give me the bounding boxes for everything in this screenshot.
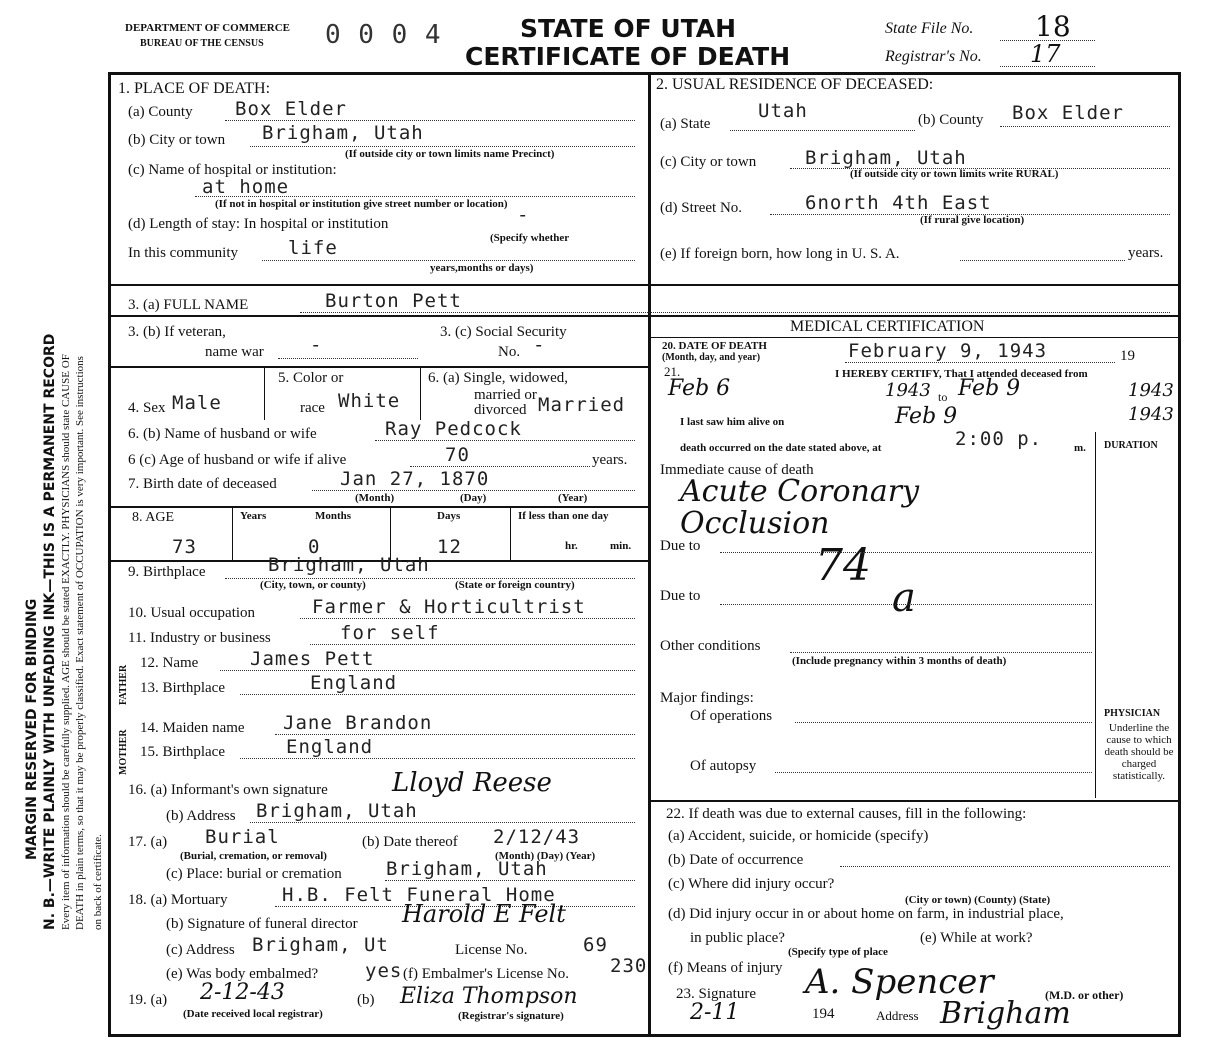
res-county-line <box>1000 126 1170 127</box>
external-f-label: (f) Means of injury <box>668 960 783 976</box>
industry-label: 11. Industry or business <box>128 630 271 646</box>
res-foreign-suffix: years. <box>1128 245 1164 261</box>
informant-address-value[interactable]: Brigham, Utah <box>256 800 418 822</box>
burial-place-line <box>385 880 635 881</box>
certificate-title: CERTIFICATE OF DEATH <box>465 42 791 71</box>
director-signature[interactable]: Harold E Felt <box>402 900 566 928</box>
pod-years-note: years,months or days) <box>430 262 534 274</box>
medical-heading: MEDICAL CERTIFICATION <box>790 318 985 335</box>
received-label: 19. (a) <box>128 992 168 1008</box>
external-c-label: (c) Where did injury occur? <box>668 876 835 892</box>
place-of-death-heading: 1. PLACE OF DEATH: <box>118 80 271 97</box>
mortuary-label: 18. (a) Mortuary <box>128 892 228 908</box>
res-street-value[interactable]: 6north 4th East <box>805 192 992 214</box>
informant-address-line <box>250 822 635 823</box>
age-days-value[interactable]: 12 <box>437 536 462 558</box>
external-e-label: (e) While at work? <box>920 930 1033 946</box>
other-conditions-note: (Include pregnancy within 3 months of death) <box>792 655 1007 667</box>
res-state-line <box>730 130 915 131</box>
frame-middle <box>648 72 651 1034</box>
physician-signature[interactable]: A. Spencer <box>805 962 994 1002</box>
father-name-value[interactable]: James Pett <box>250 648 375 670</box>
signature-label: 23. Signature <box>676 986 756 1002</box>
pod-community-line <box>262 260 635 261</box>
father-side-label: FATHER <box>118 664 129 705</box>
due-to-2-value[interactable]: a <box>892 575 916 621</box>
external-b-label: (b) Date of occurrence <box>668 852 804 868</box>
burial-place-label: (c) Place: burial or cremation <box>166 866 342 882</box>
divider-color <box>420 366 421 420</box>
due-to-1-value[interactable]: 74 <box>815 540 871 591</box>
birth-day-note: (Day) <box>460 492 487 504</box>
war-value[interactable]: - <box>310 334 323 356</box>
attend-to-value[interactable]: Feb 9 <box>958 376 1021 401</box>
state-title: STATE OF UTAH <box>520 14 737 43</box>
industry-value[interactable]: for self <box>340 622 440 644</box>
sex-label: 4. Sex <box>128 400 166 416</box>
res-city-label: (c) City or town <box>660 154 757 170</box>
res-city-value[interactable]: Brigham, Utah <box>805 147 967 169</box>
signature-year: 194 <box>812 1006 835 1022</box>
full-name-line <box>300 312 1170 313</box>
duration-label: DURATION <box>1104 440 1158 451</box>
ss-label: 3. (c) Social Security <box>440 324 567 340</box>
margin-binding: MARGIN RESERVED FOR BINDING <box>24 598 40 860</box>
license-value[interactable]: 69 <box>583 934 608 956</box>
age-years-value[interactable]: 73 <box>172 536 197 558</box>
death-time-m: m. <box>1074 442 1086 454</box>
spouse-age-value[interactable]: 70 <box>445 444 470 466</box>
due-to-2-label: Due to <box>660 588 701 604</box>
burial-date-note: (Month) (Day) (Year) <box>495 850 596 862</box>
res-street-label: (d) Street No. <box>660 200 743 216</box>
pod-county-label: (a) County <box>128 104 193 120</box>
spouse-label: 6. (b) Name of husband or wife <box>128 426 317 442</box>
divider-age-top <box>108 506 648 508</box>
industry-line <box>310 644 635 645</box>
md-label: (M.D. or other) <box>1045 988 1124 1002</box>
pod-city-label: (b) City or town <box>128 132 226 148</box>
father-name-line <box>220 670 635 671</box>
father-name-label: 12. Name <box>140 655 199 671</box>
burial-label: 17. (a) <box>128 834 168 850</box>
mother-birth-value[interactable]: England <box>286 736 374 758</box>
pod-stay-label: (d) Length of stay: In hospital or institution <box>128 216 389 232</box>
divider-veteran <box>108 366 648 368</box>
informant-label: 16. (a) Informant's own signature <box>128 782 328 798</box>
age-years-label: Years <box>240 510 267 522</box>
pod-hospital-label: (c) Name of hospital or institution: <box>128 162 337 178</box>
mother-name-label: 14. Maiden name <box>140 720 245 736</box>
color-label: 5. Color or <box>278 370 344 386</box>
occupation-label: 10. Usual occupation <box>128 605 256 621</box>
res-foreign-line <box>960 260 1125 261</box>
res-state-value[interactable]: Utah <box>758 100 808 122</box>
external-b-line <box>840 866 1170 867</box>
age-less-label: If less than one day <box>518 510 609 522</box>
age-days-label: Days <box>437 510 461 522</box>
attend-to-label: to <box>938 390 948 404</box>
pod-community-value[interactable]: life <box>288 237 338 259</box>
occupation-line <box>300 618 635 619</box>
signature-date[interactable]: 2-11 <box>690 1000 740 1025</box>
mortuary-address-label: (c) Address <box>166 942 235 958</box>
registrar-no-label: Registrar's No. <box>885 48 982 65</box>
pod-city-note: (If outside city or town limits name Precinct) <box>345 148 555 160</box>
pod-stay-value[interactable]: - <box>517 204 530 226</box>
res-city-note: (If outside city or town limits write RURAL) <box>850 168 1059 180</box>
attend-year-2[interactable]: 1943 <box>1128 380 1174 401</box>
state-file-label: State File No. <box>885 20 974 37</box>
divider-medical <box>651 337 1180 338</box>
age-months-value[interactable]: 0 <box>308 536 321 558</box>
spouse-age-label: 6 (c) Age of husband or wife if alive <box>128 452 347 468</box>
residence-heading: 2. USUAL RESIDENCE OF DECEASED: <box>656 76 934 93</box>
operations-label: Of operations <box>690 708 773 724</box>
margin-instructions-2: DEATH in plain terms, so that it may be properly classified. Exact statement of OCCUPATION is very important. See instructions <box>74 356 86 930</box>
external-d-note: (Specify type of place <box>788 946 888 958</box>
frame-top <box>108 72 1180 75</box>
divider-external <box>651 800 1180 802</box>
ss-no-label: No. <box>498 344 521 360</box>
burial-value[interactable]: Burial <box>205 826 280 848</box>
received-value[interactable]: 2-12-43 <box>200 980 285 1005</box>
dod-line <box>845 362 1115 363</box>
marital-label: 6. (a) Single, widowed, <box>428 370 568 386</box>
immediate-cause-label: Immediate cause of death <box>660 462 814 478</box>
mother-birth-line <box>240 758 635 759</box>
informant-address-label: (b) Address <box>166 808 236 824</box>
ss-no-value[interactable]: - <box>533 334 546 356</box>
file-no-line <box>1000 40 1095 41</box>
mother-name-value[interactable]: Jane Brandon <box>283 712 433 734</box>
dod-value[interactable]: February 9, 1943 <box>848 340 1048 362</box>
divider-top <box>108 284 1180 286</box>
spouse-age-suffix: years. <box>592 452 628 468</box>
certify-text: I HEREBY CERTIFY, That I attended deceased from <box>835 368 1088 380</box>
signature-address-value[interactable]: Brigham <box>940 996 1071 1031</box>
birth-date-value[interactable]: Jan 27, 1870 <box>340 468 490 490</box>
full-name-label: 3. (a) FULL NAME <box>128 297 249 313</box>
age-months-label: Months <box>315 510 352 522</box>
external-d-label: (d) Did injury occur in or about home on farm, in industrial place, <box>668 906 1064 922</box>
race-value[interactable]: White <box>338 390 401 412</box>
marital-value[interactable]: Married <box>538 394 626 416</box>
department-label: DEPARTMENT OF COMMERCE <box>125 22 291 34</box>
burial-note: (Burial, cremation, or removal) <box>180 850 327 862</box>
attend-year-1[interactable]: 1943 <box>885 380 931 401</box>
father-birth-label: 13. Birthplace <box>140 680 225 696</box>
license-label: License No. <box>455 942 528 958</box>
full-name-value[interactable]: Burton Pett <box>325 290 462 312</box>
burial-date-value[interactable]: 2/12/43 <box>493 826 581 848</box>
last-saw-year[interactable]: 1943 <box>1128 404 1174 425</box>
margin-warning: N. B.—WRITE PLAINLY WITH UNFADING INK—THIS IS A PERMANENT RECORD <box>42 333 58 930</box>
registrar-no-value: 17 <box>1030 40 1061 68</box>
stamp-number: 0 0 0 4 <box>325 20 442 50</box>
operations-line <box>795 722 1092 723</box>
spouse-line <box>375 440 635 441</box>
mother-birth-label: 15. Birthplace <box>140 744 225 760</box>
last-saw-label: I last saw him alive on <box>680 416 785 428</box>
birthplace-value[interactable]: Brigham, Utah <box>268 554 430 576</box>
res-county-value[interactable]: Box Elder <box>1012 102 1124 124</box>
pod-city-value[interactable]: Brigham, Utah <box>262 122 424 144</box>
occupation-value[interactable]: Farmer & Horticultrist <box>312 596 586 618</box>
registrar-no-line <box>1000 66 1095 67</box>
dod-suffix: 19 <box>1120 348 1135 364</box>
signature-address-label: Address <box>876 1008 919 1023</box>
embalmer-label: (f) Embalmer's License No. <box>403 966 569 982</box>
external-d2-label: in public place? <box>690 930 785 946</box>
physician-heading: PHYSICIAN <box>1104 708 1161 719</box>
pod-hospital-note: (If not in hospital or institution give street number or location) <box>215 198 508 210</box>
registrar-signature[interactable]: Eliza Thompson <box>400 984 578 1009</box>
war-label: name war <box>205 344 264 360</box>
divider-sex <box>264 366 265 420</box>
birthplace-note-2: (State or foreign country) <box>455 579 575 591</box>
embalmed-label: (e) Was body embalmed? <box>166 966 319 982</box>
state-file-value: 18 <box>1035 10 1071 43</box>
pod-specify-note: (Specify whether <box>490 232 570 244</box>
race-label: race <box>300 400 325 416</box>
age-label: 8. AGE <box>132 510 174 525</box>
attend-from-value[interactable]: Feb 6 <box>668 376 731 401</box>
father-birth-line <box>240 694 635 695</box>
bureau-label: BUREAU OF THE CENSUS <box>140 38 264 49</box>
birth-month-note: (Month) <box>355 492 395 504</box>
registrar-signature-label: (b) <box>357 992 375 1008</box>
age-min-label: min. <box>610 540 632 552</box>
birth-date-label: 7. Birth date of deceased <box>128 476 277 492</box>
other-conditions-line <box>790 652 1092 653</box>
sex-value[interactable]: Male <box>172 392 222 414</box>
due-to-1-line <box>720 552 1092 553</box>
external-heading: 22. If death was due to external causes, fill in the following: <box>666 806 1027 822</box>
pod-county-line <box>225 120 635 121</box>
physician-note: Underline the cause to which death should be charged statistically. <box>1104 722 1174 782</box>
pod-hospital-line <box>195 196 635 197</box>
spouse-value[interactable]: Ray Pedcock <box>385 418 522 440</box>
death-time-label: death occurred on the date stated above, at <box>680 442 882 454</box>
mortuary-value[interactable]: H.B. Felt Funeral Home <box>282 884 556 906</box>
other-conditions-label: Other conditions <box>660 638 761 654</box>
director-label: (b) Signature of funeral director <box>166 916 358 932</box>
death-time-value[interactable]: 2:00 p. <box>955 428 1043 450</box>
autopsy-label: Of autopsy <box>690 758 757 774</box>
mother-name-line <box>275 734 635 735</box>
margin-instructions-3: on back of certificate. <box>92 834 104 930</box>
embalmed-value[interactable]: yes <box>365 960 403 982</box>
received-note: (Date received local registrar) <box>183 1008 323 1020</box>
father-birth-value[interactable]: England <box>310 672 398 694</box>
pod-county-value[interactable]: Box Elder <box>235 98 347 120</box>
due-to-1-label: Due to <box>660 538 701 554</box>
external-a-label: (a) Accident, suicide, or homicide (specify) <box>668 828 929 844</box>
frame-left <box>108 72 111 1037</box>
divider-name <box>108 315 1180 317</box>
last-saw-value[interactable]: Feb 9 <box>895 404 958 429</box>
birth-date-line <box>312 490 635 491</box>
marital-label-3: divorced <box>474 402 527 418</box>
dod-sub-label: (Month, day, and year) <box>662 352 761 363</box>
pod-community-label: In this community <box>128 245 238 261</box>
birthplace-label: 9. Birthplace <box>128 564 206 580</box>
veteran-label: 3. (b) If veteran, <box>128 324 226 340</box>
res-state-label: (a) State <box>660 116 711 132</box>
spouse-age-line <box>410 466 590 467</box>
pod-hospital-value[interactable]: at home <box>202 176 290 198</box>
war-line <box>278 358 418 359</box>
immediate-cause-value[interactable]: Acute Coronary Occlusion <box>680 474 920 541</box>
burial-place-value[interactable]: Brigham, Utah <box>386 858 548 880</box>
mother-side-label: MOTHER <box>118 729 129 775</box>
birthplace-note-1: (City, town, or county) <box>260 579 366 591</box>
divider-duration <box>1095 432 1096 798</box>
certify-number: 21. <box>664 364 681 379</box>
birth-year-note: (Year) <box>558 492 588 504</box>
res-foreign-label: (e) If foreign born, how long in U. S. A. <box>660 246 900 262</box>
divider-months <box>390 506 391 560</box>
dod-label: 20. DATE OF DEATH <box>662 340 767 352</box>
due-to-2-line <box>720 604 1092 605</box>
divider-days <box>510 506 511 560</box>
registrar-signature-note: (Registrar's signature) <box>458 1010 564 1022</box>
external-c-note: (City or town) (County) (State) <box>905 894 1051 906</box>
autopsy-line <box>775 772 1092 773</box>
informant-signature[interactable]: Lloyd Reese <box>392 768 552 798</box>
major-findings-label: Major findings: <box>660 690 754 706</box>
margin-instructions-1: Every item of information should be carefully supplied. AGE should be stated EXACTLY. PHYSICIANS should state CAUSE OF <box>60 354 72 930</box>
res-street-note: (If rural give location) <box>920 214 1025 226</box>
marital-label-2: married or <box>474 387 537 403</box>
frame-right <box>1178 72 1181 1037</box>
mortuary-address-value[interactable]: Brigham, Ut <box>252 934 389 956</box>
frame-bottom <box>108 1034 1180 1037</box>
burial-date-label: (b) Date thereof <box>362 834 458 850</box>
res-county-label: (b) County <box>918 112 984 128</box>
pod-city-line <box>250 146 635 147</box>
divider-years <box>232 506 233 560</box>
embalmer-value[interactable]: 230 <box>610 955 648 977</box>
age-hr-label: hr. <box>565 540 578 552</box>
